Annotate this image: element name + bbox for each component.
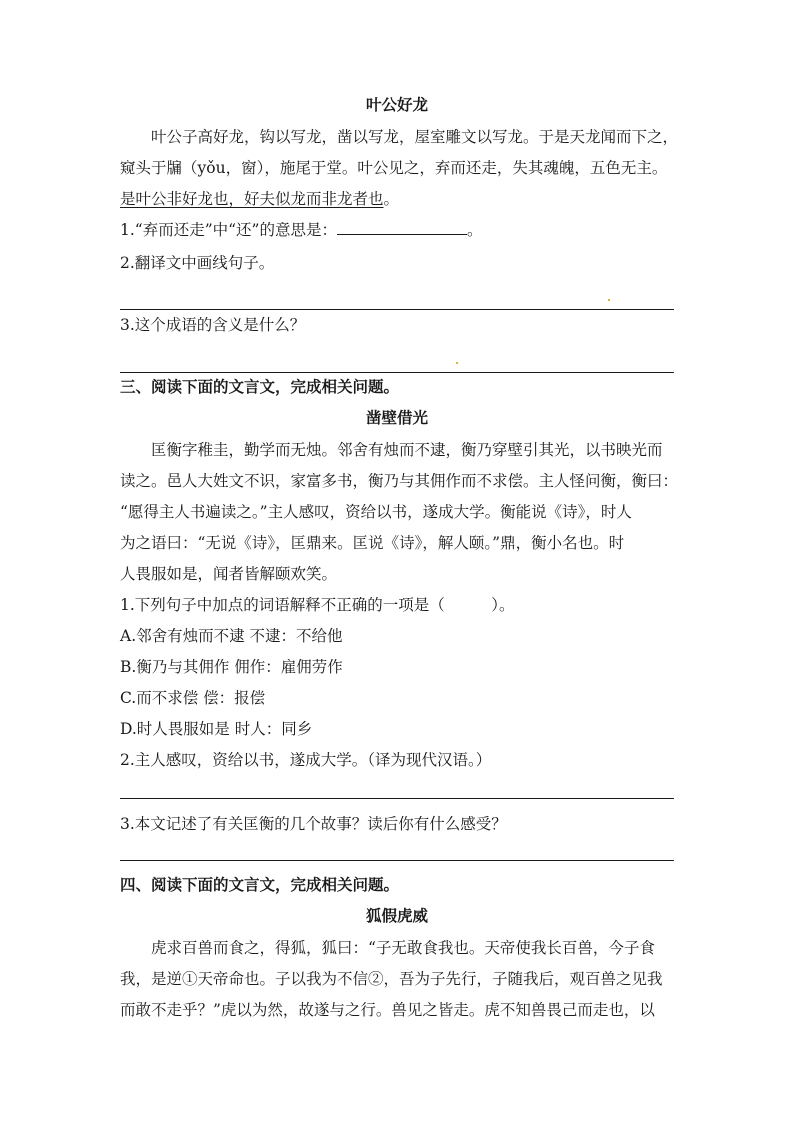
answer-line[interactable] [120, 798, 674, 799]
option-d: D.时人畏服如是 时人：同乡 [120, 720, 313, 738]
speck-mark [608, 299, 610, 301]
question-1 [120, 220, 674, 240]
passage-line: 为之语曰：“无说《诗》，匡鼎来。匡说《诗》，解人颐。”鼎，衡小名也。时 [120, 534, 625, 552]
question-2: 2.翻译文中画线句子。 [120, 254, 275, 272]
passage-line: 叶公子高好龙，钩以写龙，凿以写龙，屋室雕文以写龙。于是天龙闻而下之， [151, 128, 679, 146]
question-text: 1.“弃而还走”中“还”的意思是： [120, 221, 337, 239]
speck-mark [456, 362, 458, 364]
passage-title: 凿壁借光 [365, 408, 428, 427]
question-1: 1.下列句子中加点的词语解释不正确的一项是（ ）。 [120, 596, 515, 614]
answer-line[interactable] [120, 309, 674, 310]
question-2: 2.主人感叹，资给以书，遂成大学。（译为现代汉语。） [120, 751, 492, 769]
answer-line[interactable] [120, 372, 674, 373]
option-b: B.衡乃与其佣作 佣作：雇佣劳作 [120, 658, 343, 676]
passage-line: 虎求百兽而食之，得狐，狐曰：“子无敢食我也。天帝使我长百兽，今子食 [151, 939, 655, 957]
answer-blank[interactable] [337, 220, 467, 235]
passage-line: 而敢不走乎？”虎以为然，故遂与之行。兽见之皆走。虎不知兽畏己而走也，以 [120, 1001, 655, 1019]
option-a: A.邻舍有烛而不逮 不逮：不给他 [120, 627, 343, 645]
underlined-sentence: 是叶公非好龙也，好夫似龙而非龙者也 [120, 190, 384, 208]
passage-line [120, 189, 674, 209]
passage-line: 人畏服如是，闻者皆解颐欢笑。 [120, 565, 338, 583]
punctuation: 。 [383, 190, 400, 208]
option-c: C.而不求偿 偿：报偿 [120, 689, 266, 707]
answer-line[interactable] [120, 860, 674, 861]
punctuation: 。 [467, 221, 483, 239]
passage-line: 读之。邑人大姓文不识，家富多书，衡乃与其佣作而不求偿。主人怪问衡，衡曰： [120, 472, 679, 490]
section-heading: 四、阅读下面的文言文，完成相关问题。 [120, 875, 400, 894]
question-3: 3.这个成语的含义是什么？ [120, 316, 306, 334]
passage-line: 窥头于牖（yǒu，窗），施尾于堂。叶公见之，弃而还走，失其魂魄，五色无主。 [120, 159, 668, 177]
passage-title: 狐假虎威 [365, 906, 428, 925]
question-3: 3.本文记述了有关匡衡的几个故事？读后你有什么感受？ [120, 815, 507, 833]
passage-title: 叶公好龙 [365, 95, 428, 114]
section-heading: 三、阅读下面的文言文，完成相关问题。 [120, 377, 400, 396]
passage-line: 匡衡字稚圭，勤学而无烛。邻舍有烛而不逮，衡乃穿壁引其光，以书映光而 [151, 441, 663, 459]
passage-line: 我，是逆①天帝命也。子以我为不信②，吾为子先行，子随我后，观百兽之见我 [120, 970, 663, 988]
passage-line: “愿得主人书遍读之。”主人感叹，资给以书，遂成大学。衡能说《诗》，时人 [120, 503, 632, 521]
